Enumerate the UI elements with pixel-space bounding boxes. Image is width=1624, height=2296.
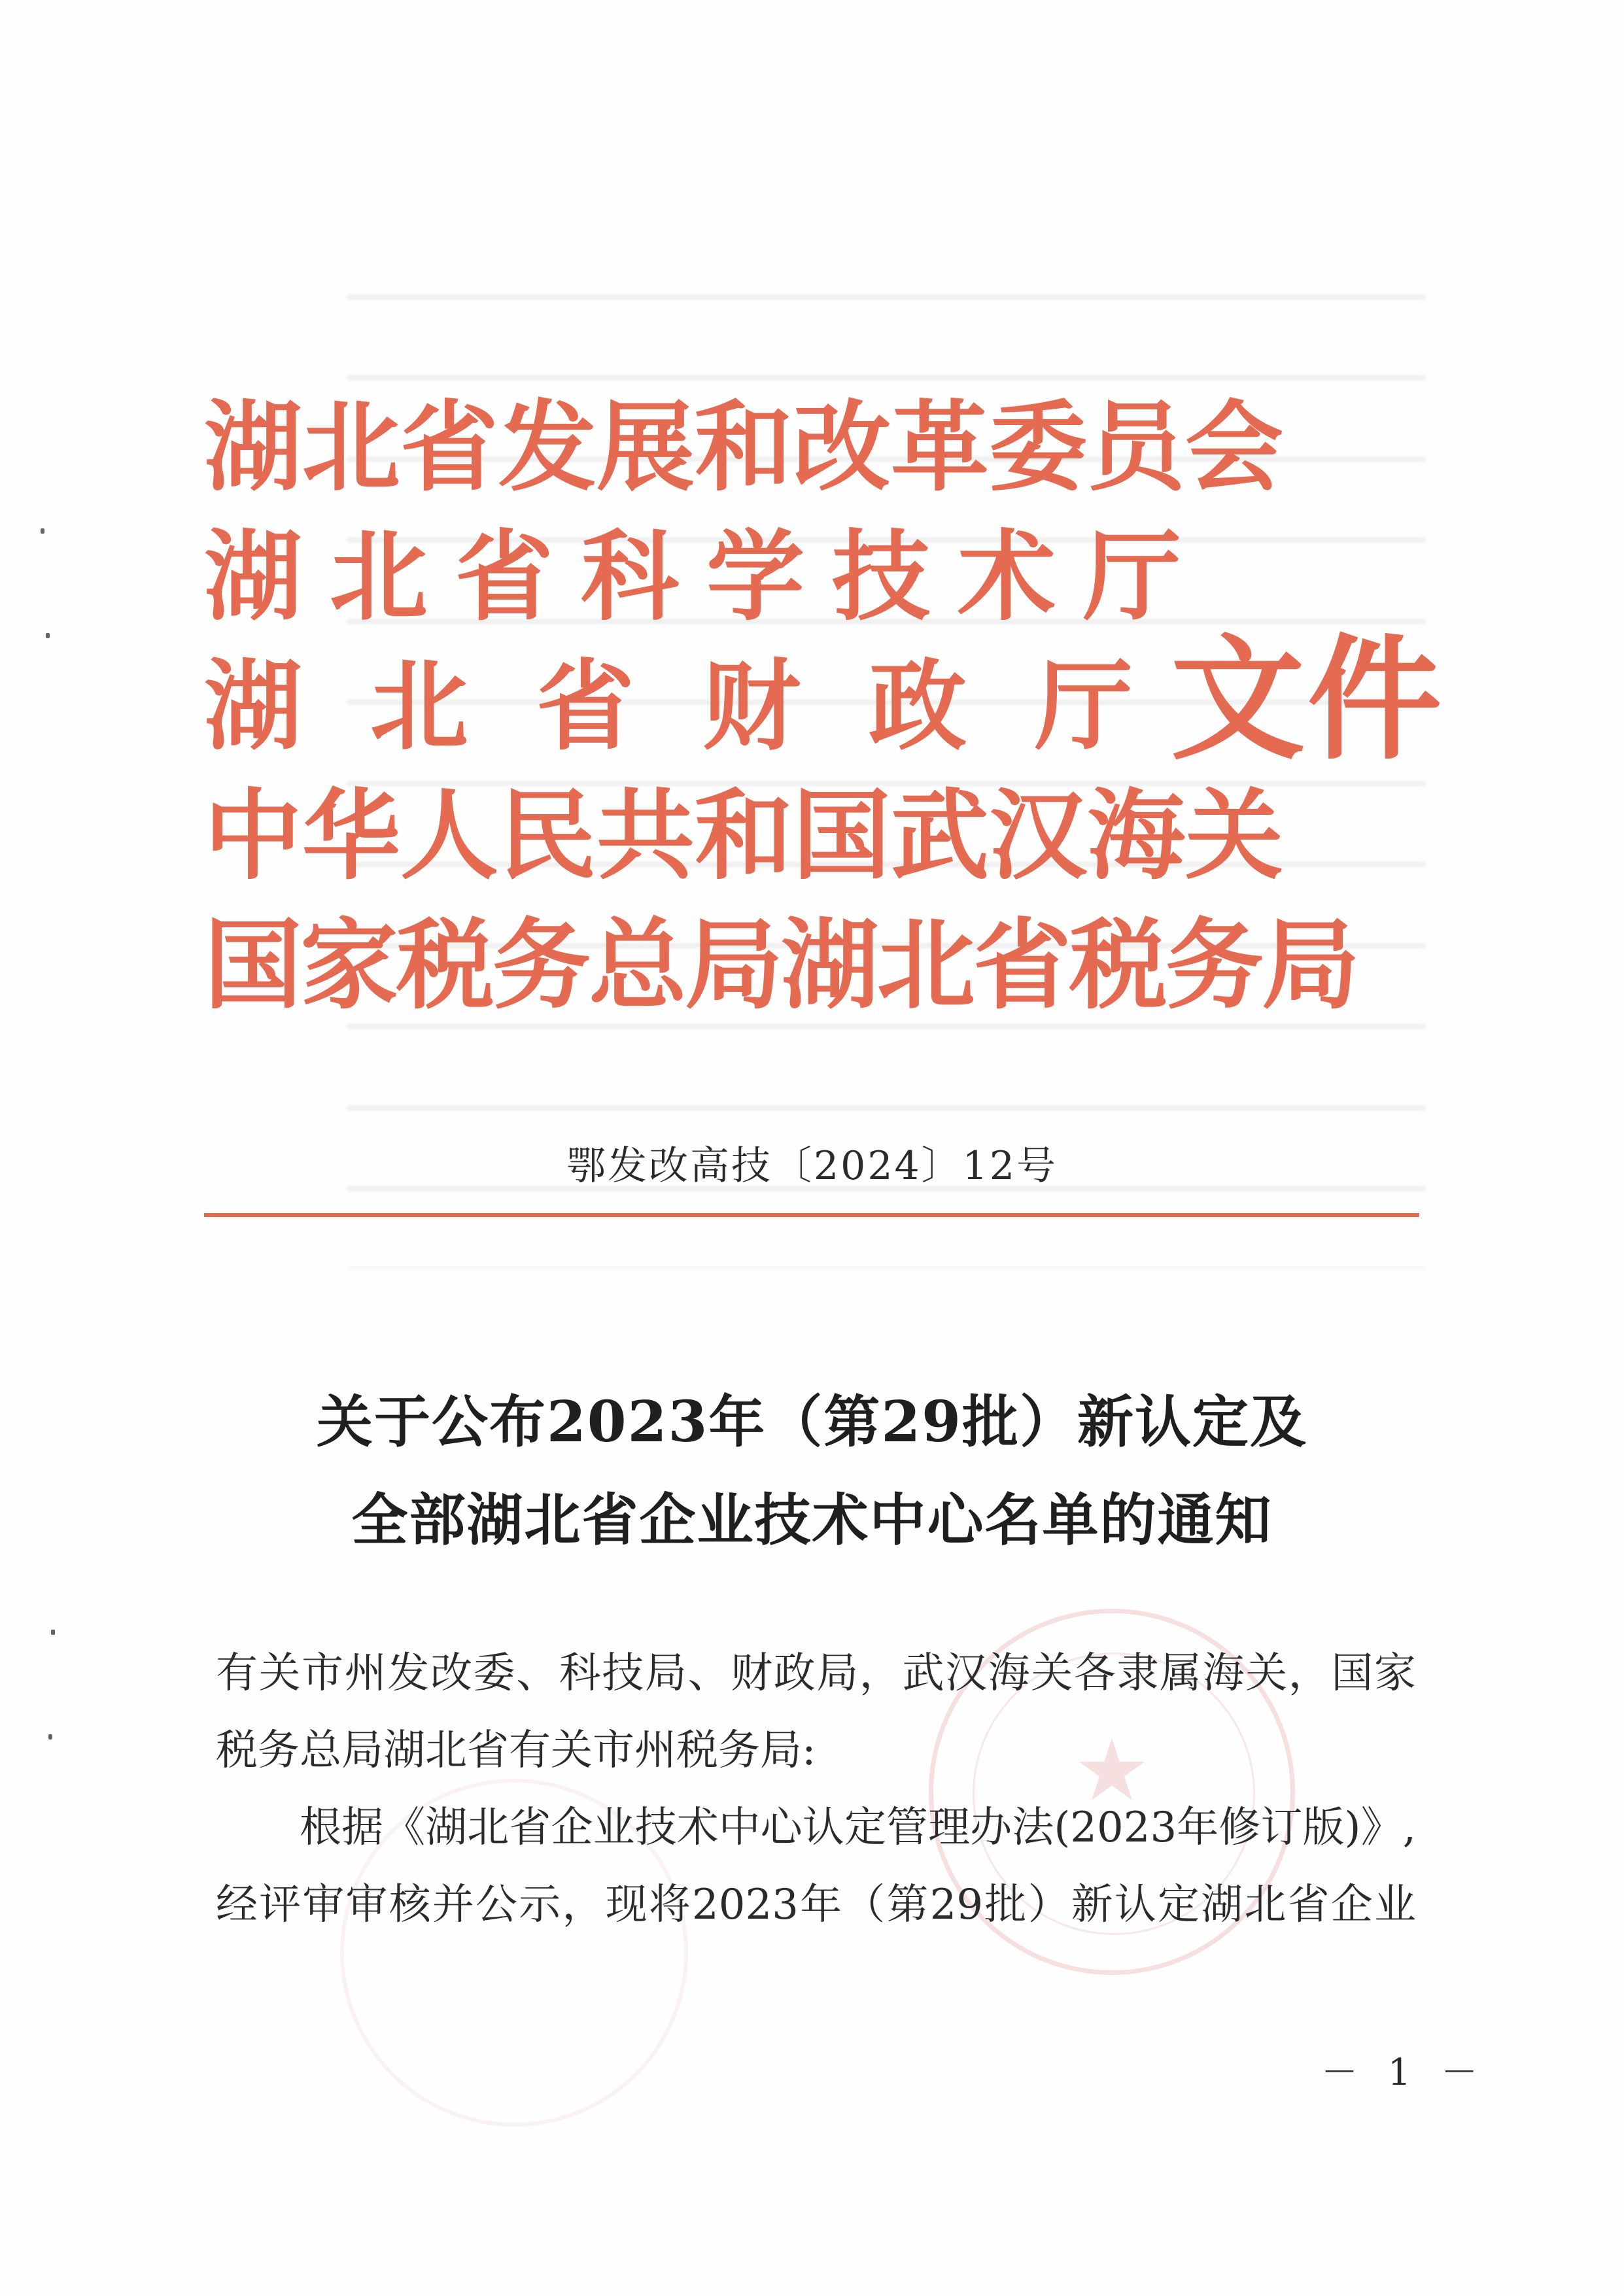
addressee-line-2: 税务总局湖北省有关市州税务局: xyxy=(216,1726,816,1775)
notice-body xyxy=(216,1635,1416,1944)
title-line-1: 关于公布2023年（第29批）新认定及 xyxy=(316,1389,1308,1455)
issuer-ndrc: 湖北省发展和改革委员会 xyxy=(204,390,1284,505)
issuer-finance: 湖北省财政厅 xyxy=(204,649,1201,764)
issuer-tax-bureau: 国家税务总局湖北省税务局 xyxy=(204,908,1358,1023)
seal-star-icon: ★ xyxy=(1073,1721,1150,1820)
red-divider xyxy=(204,1213,1419,1217)
scan-speck xyxy=(46,633,50,638)
scan-speck xyxy=(41,528,44,534)
scan-speck xyxy=(48,1734,52,1739)
issuer-customs: 中华人民共和国武汉海关 xyxy=(204,778,1284,893)
addressee-line-1: 有关市州发改委、科技局、财政局，武汉海关各隶属海关，国家 xyxy=(216,1649,1416,1698)
document-word: 文件 xyxy=(1171,621,1444,778)
issuer-science-tech: 湖北省科学技术厅 xyxy=(204,519,1209,634)
document-number: 鄂发改高技〔2024〕12号 xyxy=(566,1143,1058,1189)
title-line-2: 全部湖北省企业技术中心名单的通知 xyxy=(351,1487,1273,1553)
paragraph-1-line-2: 经评审审核并公示，现将2023年（第29批）新认定湖北省企业 xyxy=(216,1881,1416,1929)
paragraph-1-line-1: 根据《湖北省企业技术中心认定管理办法(2023年修订版)》, xyxy=(300,1804,1416,1852)
page-number: － 1 － xyxy=(1321,2051,1487,2094)
notice-title xyxy=(0,1373,1624,1569)
scan-speck xyxy=(51,1630,55,1635)
